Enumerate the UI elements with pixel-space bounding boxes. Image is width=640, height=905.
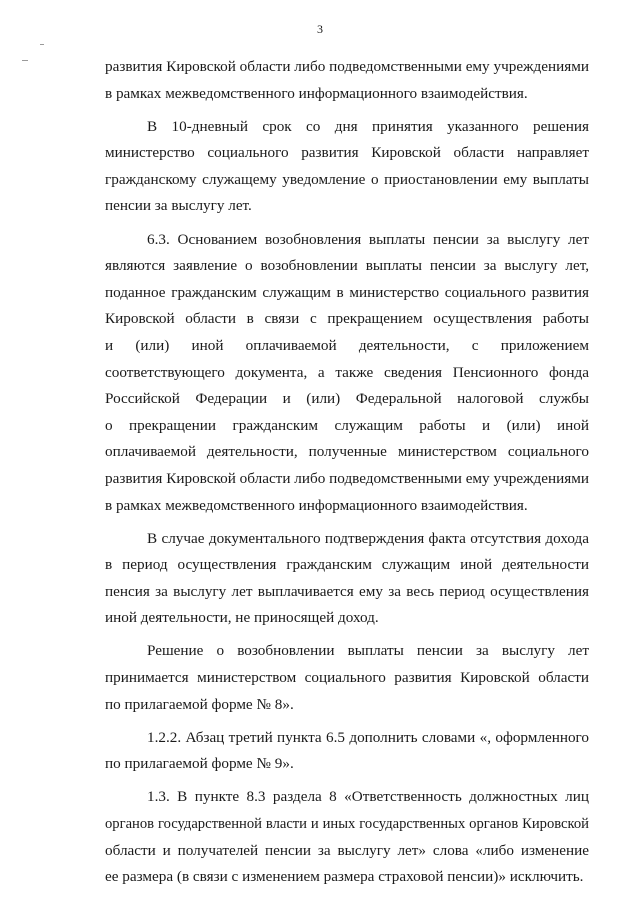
text-line: Российской Федерации и (или) Федеральной налоговой службы [105,390,589,408]
page-number: 3 [317,22,323,36]
text-line: органов государственной власти и иных государственных органов Кировской [105,816,589,833]
paragraph [105,638,589,718]
text-line: пенсия за выслугу лет выплачивается ему за весь период осуществления [105,582,589,600]
paragraph [105,784,589,890]
text-line: развития Кировской области либо подведомственными ему учреждениями [105,58,589,75]
text-line: 1.2.2. Абзац третий пункта 6.5 дополнить словами «, оформленного [147,728,589,746]
text-line: в рамках межведомственного информационного взаимодействия. [105,84,528,102]
margin-mark [22,60,28,61]
text-line: в период осуществления гражданским служащим иной деятельности [105,556,589,574]
text-line: в рамках межведомственного информационного взаимодействия. [105,496,528,514]
paragraph [105,227,589,520]
text-line: В случае документального подтверждения факта отсутствия дохода [147,529,589,547]
paragraph [105,54,589,107]
text-line: о прекращении гражданским служащим работы и (или) иной [105,416,589,434]
text-line: развития Кировской области либо подведомственными ему учреждениями [105,469,589,487]
text-line: министерство социального развития Кировской области направляет [105,144,589,162]
text-line: соответствующего документа, а также сведения Пенсионного фонда [105,363,589,381]
text-line: по прилагаемой форме № 9». [105,755,294,773]
document-body [105,54,589,891]
text-line: пенсии за выслугу лет. [105,197,252,215]
text-line: 1.3. В пункте 8.3 раздела 8 «Ответственность должностных лиц [147,788,589,806]
paragraph [105,114,589,220]
text-line: ее размера (в связи с изменением размера страховой пенсии)» исключить. [105,868,584,886]
text-line: и (или) иной оплачиваемой деятельности, с приложением [105,336,589,354]
text-line: В 10-дневный срок со дня принятия указанного решения [147,117,589,135]
text-line: являются заявление о возобновлении выплаты пенсии за выслугу лет, [105,257,589,275]
text-line: принимается министерством социального развития Кировской области [105,669,589,687]
text-line: Решение о возобновлении выплаты пенсии за выслугу лет [147,642,589,660]
text-line: гражданскому служащему уведомление о приостановлении ему выплаты [105,170,589,188]
text-line: оплачиваемой деятельности, полученные министерством социального [105,443,589,461]
paragraph [105,526,589,632]
text-line: по прилагаемой форме № 8». [105,695,294,713]
text-line: Кировской области в связи с прекращением осуществления работы [105,310,589,328]
text-line: иной деятельности, не приносящей доход. [105,609,379,627]
text-line: области и получателей пенсии за выслугу лет» слова «либо изменение [105,841,589,859]
paragraph [105,725,589,778]
margin-mark [40,44,44,45]
text-line: поданное гражданским служащим в министерство социального развития [105,283,589,301]
text-line: 6.3. Основанием возобновления выплаты пенсии за выслугу лет [147,230,589,248]
